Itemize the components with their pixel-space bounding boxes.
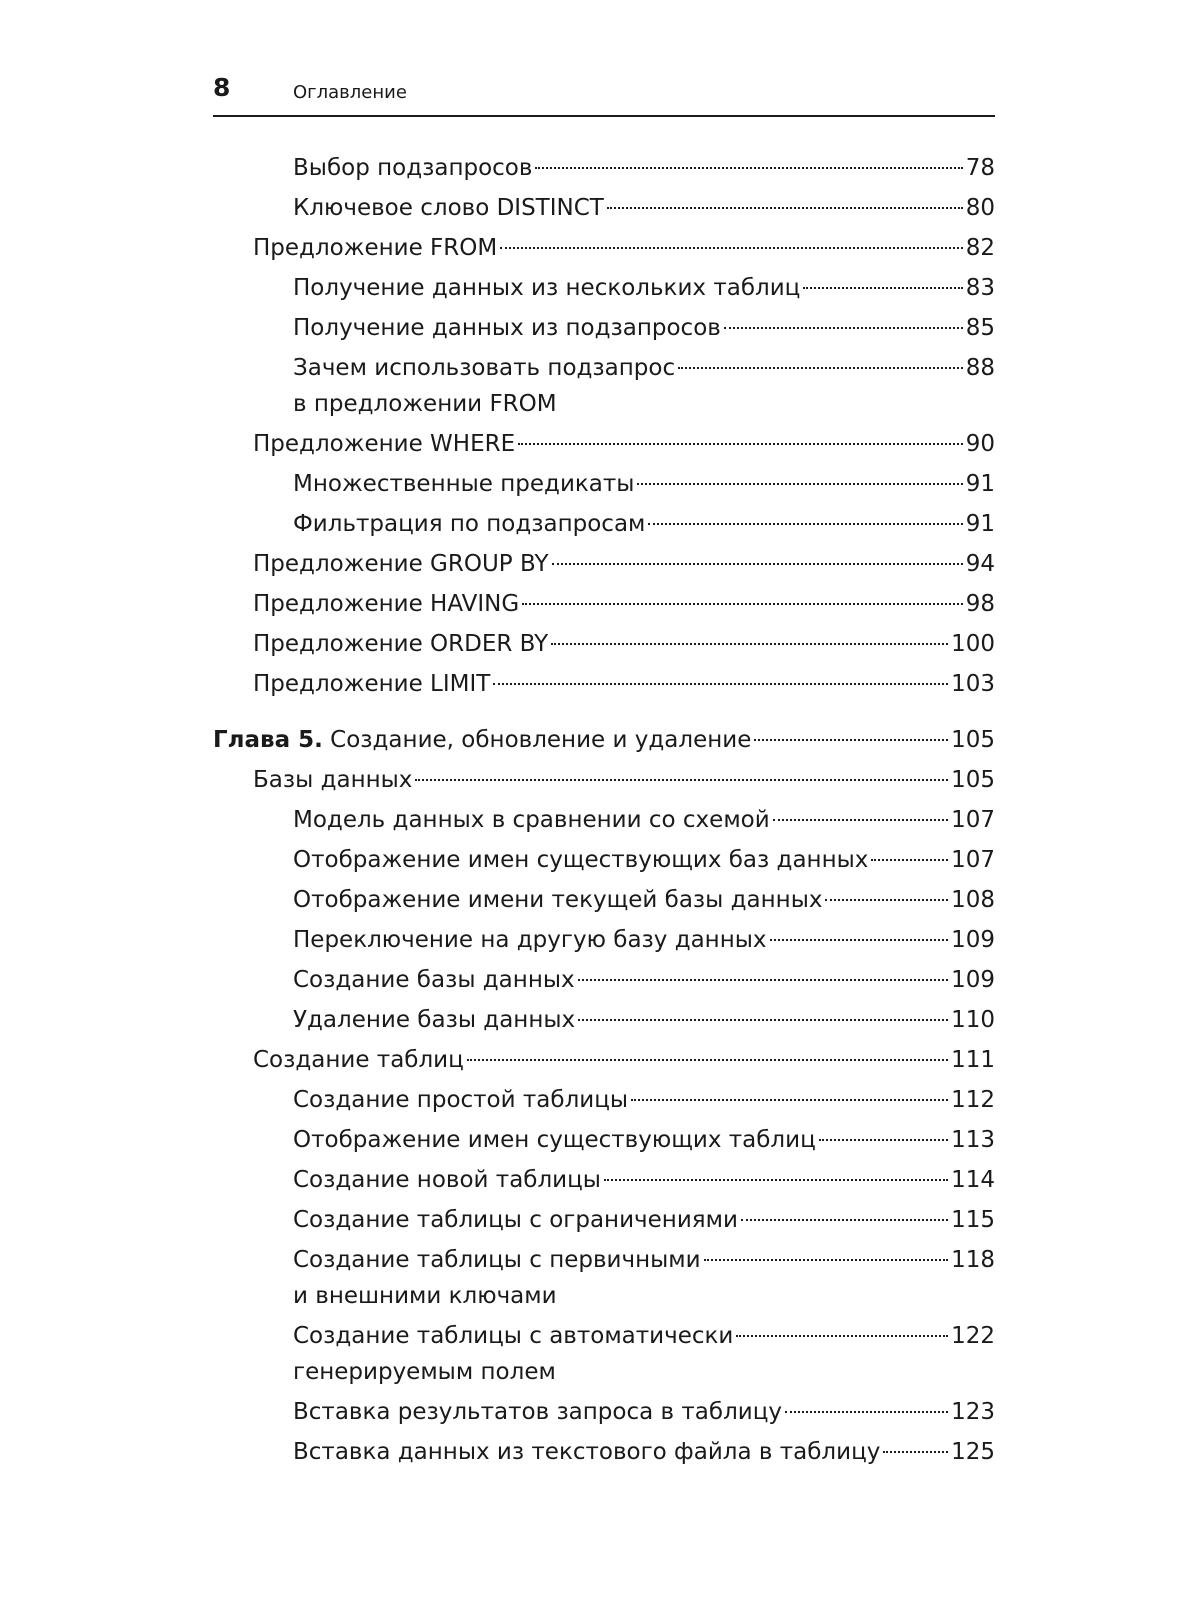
toc-entry[interactable] — [213, 1394, 995, 1430]
toc-entry[interactable] — [213, 1242, 995, 1314]
toc-entry-text: Создание, обновление и удаление — [330, 727, 752, 753]
toc-entry-page: 100 — [951, 631, 995, 657]
toc-entry-title — [293, 1434, 880, 1470]
toc-entry[interactable] — [213, 150, 995, 186]
toc-entry-title — [293, 506, 645, 542]
toc-entry[interactable] — [213, 350, 995, 422]
toc-entry-title — [293, 310, 721, 346]
toc-entry-title — [253, 1042, 464, 1078]
toc-entry[interactable] — [213, 506, 995, 542]
toc-entry[interactable] — [213, 922, 995, 958]
toc-entry-title — [293, 1242, 701, 1314]
dot-leader — [631, 1099, 948, 1101]
toc-entry-title — [293, 190, 604, 226]
toc-entry-text: Ключевое слово DISTINCT — [293, 195, 604, 221]
toc-entry-text: Создание таблиц — [253, 1047, 464, 1073]
toc-entry-text: Удаление базы данных — [293, 1007, 576, 1033]
toc-entry-title — [293, 466, 634, 502]
toc-entry-page: 78 — [965, 155, 995, 181]
toc-entry-page: 107 — [951, 807, 995, 833]
toc-entry[interactable] — [213, 1122, 995, 1158]
toc-entry-text: Отображение имен существующих таблиц — [293, 1127, 816, 1153]
dot-leader — [803, 287, 962, 289]
dot-leader — [819, 1139, 948, 1141]
toc-entry-text: Отображение имен существующих баз данных — [293, 847, 869, 873]
toc-entry-title — [253, 762, 412, 798]
toc-entry-text: Выбор подзапросов — [293, 155, 533, 181]
toc-entry-text: Базы данных — [253, 767, 413, 793]
toc-entry-text: Предложение WHERE — [253, 431, 516, 457]
toc-entry-page: 88 — [965, 355, 995, 381]
dot-leader — [724, 327, 963, 329]
toc-entry-page: 91 — [965, 511, 995, 537]
toc-entry-page: 109 — [951, 967, 995, 993]
toc-entry-title — [293, 962, 575, 998]
toc-entry-text: Множественные предикаты — [293, 471, 635, 497]
toc-entry-title — [253, 546, 549, 582]
dot-leader — [578, 979, 948, 981]
toc-entry-page: 111 — [951, 1047, 995, 1073]
toc-entry-page: 98 — [965, 591, 995, 617]
toc-entry-text: Предложение FROM — [253, 235, 498, 261]
dot-leader — [770, 939, 949, 941]
toc-entry-title — [293, 1082, 628, 1118]
dot-leader — [736, 1335, 948, 1337]
toc-entry[interactable] — [213, 1162, 995, 1198]
toc-entry-title — [293, 922, 767, 958]
toc-entry-text: Фильтрация по подзапросам — [293, 511, 646, 537]
toc-entry[interactable] — [213, 666, 995, 702]
toc-entry-page: 114 — [951, 1167, 995, 1193]
toc-entry[interactable] — [213, 190, 995, 226]
toc-entry-text: Предложение HAVING — [253, 591, 520, 617]
toc-entry-page: 109 — [951, 927, 995, 953]
dot-leader — [785, 1411, 948, 1413]
toc-entry-page: 105 — [951, 727, 995, 753]
toc-entry[interactable] — [213, 882, 995, 918]
dot-leader — [704, 1259, 949, 1261]
dot-leader — [648, 523, 962, 525]
toc-entry-title-line1: Создание таблицы с автоматически — [293, 1323, 734, 1349]
toc-entry-text: Предложение GROUP BY — [253, 551, 549, 577]
dot-leader — [551, 643, 948, 645]
toc-entry-page: 83 — [965, 275, 995, 301]
toc-entry-title — [293, 1202, 738, 1238]
toc-entry-title — [293, 1162, 601, 1198]
page-header — [213, 70, 995, 117]
toc-entry[interactable] — [213, 842, 995, 878]
page-number: 8 — [213, 73, 231, 102]
toc-entry-text: Модель данных в сравнении со схемой — [293, 807, 770, 833]
toc-entry-page: 108 — [951, 887, 995, 913]
running-title: Оглавление — [293, 82, 407, 103]
toc-entry-title — [253, 230, 497, 266]
dot-leader — [552, 563, 963, 565]
toc-entry-page: 118 — [951, 1247, 995, 1273]
toc-entry-page: 125 — [951, 1439, 995, 1465]
toc-entry-title — [293, 270, 800, 306]
table-of-contents — [213, 150, 995, 1474]
toc-entry-page: 80 — [965, 195, 995, 221]
dot-leader — [678, 367, 963, 369]
toc-entry[interactable] — [213, 962, 995, 998]
toc-entry-title-line1: Зачем использовать подзапрос — [293, 355, 676, 381]
toc-entry-title — [293, 350, 675, 422]
dot-leader — [607, 207, 963, 209]
toc-entry-title — [253, 626, 548, 662]
toc-entry-page: 94 — [965, 551, 995, 577]
toc-entry-title-line1: Создание таблицы с первичными — [293, 1247, 701, 1273]
toc-entry[interactable] — [213, 1082, 995, 1118]
toc-entry-title — [213, 722, 751, 758]
toc-entry[interactable] — [213, 1434, 995, 1470]
dot-leader — [883, 1451, 948, 1453]
toc-entry-text: Создание простой таблицы — [293, 1087, 629, 1113]
toc-entry[interactable] — [213, 466, 995, 502]
toc-entry-title — [293, 1318, 733, 1390]
toc-entry-page: 90 — [965, 431, 995, 457]
toc-entry-page: 103 — [951, 671, 995, 697]
toc-entry-page: 110 — [951, 1007, 995, 1033]
toc-entry-text: Предложение ORDER BY — [253, 631, 549, 657]
toc-entry-text: Переключение на другую базу данных — [293, 927, 767, 953]
toc-entry-page: 85 — [965, 315, 995, 341]
toc-entry-page: 115 — [951, 1207, 995, 1233]
toc-entry-text: и внешними ключами — [293, 1283, 557, 1309]
toc-entry-title — [253, 586, 519, 622]
dot-leader — [871, 859, 948, 861]
toc-entry-text: Вставка данных из текстового файла в таблицу — [293, 1439, 881, 1465]
toc-entry-page: 105 — [951, 767, 995, 793]
toc-entry-page: 122 — [951, 1323, 995, 1349]
toc-entry-text: Создание базы данных — [293, 967, 575, 993]
toc-entry[interactable] — [213, 1042, 995, 1078]
toc-entry[interactable] — [213, 626, 995, 662]
toc-entry-title — [293, 150, 532, 186]
dot-leader — [493, 683, 948, 685]
toc-entry-text: Отображение имени текущей базы данных — [293, 887, 823, 913]
dot-leader — [522, 603, 963, 605]
dot-leader — [773, 819, 948, 821]
toc-entry[interactable] — [213, 1318, 995, 1390]
toc-entry-title — [293, 842, 868, 878]
toc-entry[interactable] — [213, 426, 995, 462]
dot-leader — [578, 1019, 948, 1021]
toc-entry[interactable] — [213, 270, 995, 306]
toc-entry-text: Создание таблицы с ограничениями — [293, 1207, 738, 1233]
toc-entry-text: Создание новой таблицы — [293, 1167, 601, 1193]
dot-leader — [604, 1179, 948, 1181]
dot-leader — [535, 167, 962, 169]
toc-entry[interactable] — [213, 802, 995, 838]
toc-entry-page: 123 — [951, 1399, 995, 1425]
toc-entry-page: 91 — [965, 471, 995, 497]
toc-entry-text: Получение данных из подзапросов — [293, 315, 721, 341]
toc-entry-title — [253, 666, 490, 702]
toc-entry-title — [293, 1394, 782, 1430]
dot-leader — [518, 443, 963, 445]
toc-entry-title — [293, 882, 822, 918]
toc-entry-text: в предложении FROM — [293, 391, 557, 417]
toc-entry-title — [253, 426, 515, 462]
toc-entry-page: 82 — [965, 235, 995, 261]
toc-entry-text: Вставка результатов запроса в таблицу — [293, 1399, 782, 1425]
toc-entry[interactable] — [213, 586, 995, 622]
toc-entry-text: генерируемым полем — [293, 1359, 556, 1385]
toc-entry-title — [293, 1002, 575, 1038]
toc-entry[interactable] — [213, 230, 995, 266]
chapter-label: Глава 5. — [213, 727, 323, 753]
toc-entry[interactable] — [213, 310, 995, 346]
toc-entry-text: Предложение LIMIT — [253, 671, 491, 697]
dot-leader — [500, 247, 963, 249]
dot-leader — [415, 779, 948, 781]
toc-entry[interactable] — [213, 546, 995, 582]
dot-leader — [637, 483, 962, 485]
toc-chapter-entry[interactable] — [213, 722, 995, 758]
toc-entry[interactable] — [213, 1002, 995, 1038]
dot-leader — [467, 1059, 948, 1061]
toc-entry-page: 113 — [951, 1127, 995, 1153]
dot-leader — [741, 1219, 948, 1221]
toc-entry-page: 107 — [951, 847, 995, 873]
toc-entry-title — [293, 1122, 816, 1158]
toc-entry[interactable] — [213, 1202, 995, 1238]
dot-leader — [754, 739, 948, 741]
toc-entry[interactable] — [213, 762, 995, 798]
toc-entry-text: Получение данных из нескольких таблиц — [293, 275, 801, 301]
toc-entry-title — [293, 802, 770, 838]
toc-entry-page: 112 — [951, 1087, 995, 1113]
dot-leader — [825, 899, 948, 901]
